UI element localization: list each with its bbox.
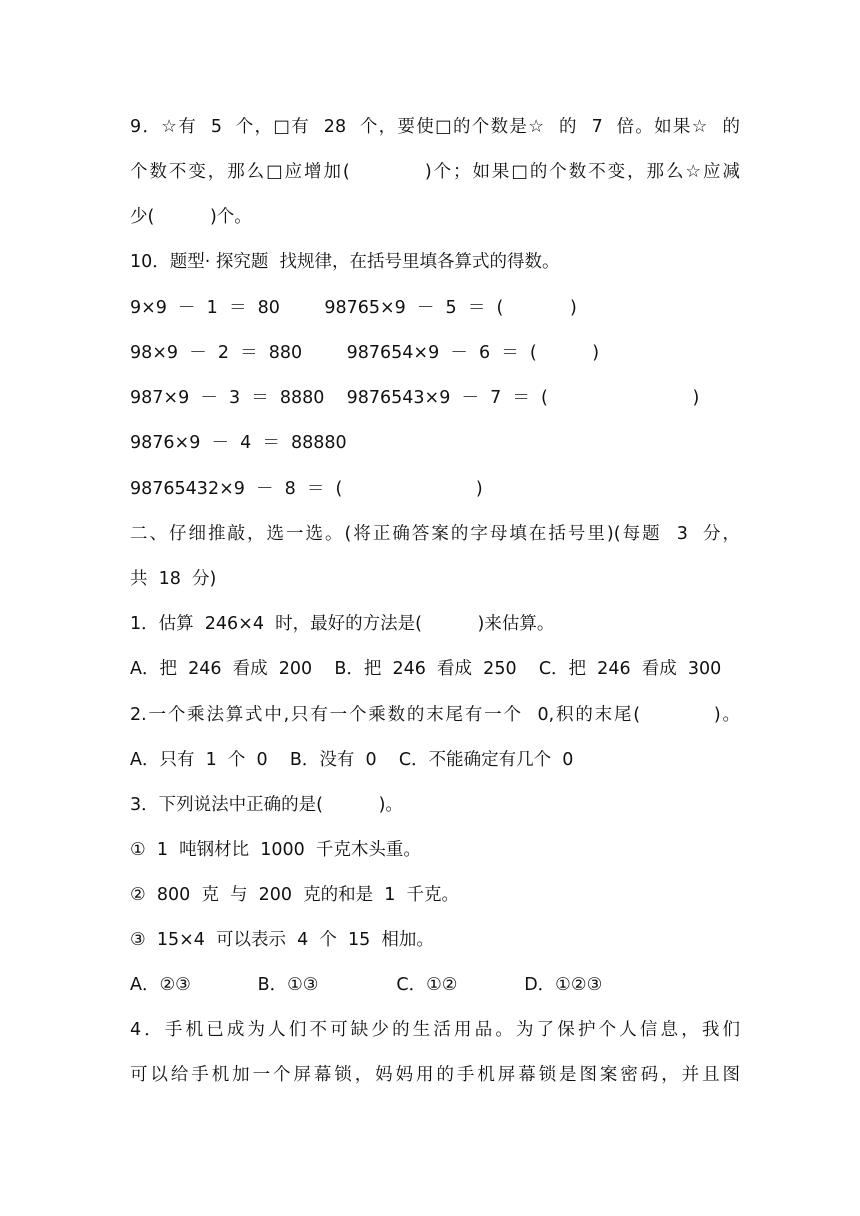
- question-4-line-1: 4．手机已成为人们不可缺少的生活用品。为了保护个人信息，我们: [130, 1020, 740, 1040]
- question-2-options: A．只有 1 个 0 B．没有 0 C．不能确定有几个 0: [130, 750, 574, 770]
- question-1: 1．估算 246×4 时，最好的方法是( )来估算。: [130, 614, 555, 634]
- question-1-options: A．把 246 看成 200 B．把 246 看成 250 C．把 246 看成 300: [130, 659, 722, 679]
- section-2-heading-line-2: 共 18 分): [130, 569, 217, 589]
- equation-line: 987×9 － 3 ＝ 8880 9876543×9 － 7 ＝ ( ): [130, 388, 700, 408]
- question-4-line-2: 可以给手机加一个屏幕锁，妈妈用的手机屏幕锁是图案密码，并且图: [130, 1065, 740, 1085]
- question-3-options: A．②③ B．①③ C．①② D．①②③: [130, 975, 603, 995]
- equation-line: 98×9 － 2 ＝ 880 987654×9 － 6 ＝ ( ): [130, 343, 600, 363]
- question-9-line-3: 少( )个。: [130, 207, 252, 227]
- equation-line: 98765432×9 － 8 ＝ ( ): [130, 479, 483, 499]
- question-9-line-1: 9．☆有 5 个，□有 28 个，要使□的个数是☆ 的 7 倍。如果☆ 的: [130, 117, 740, 137]
- question-10-title: 10．题型· 探究题 找规律，在括号里填各算式的得数。: [130, 252, 560, 272]
- question-3-statement-2: ② 800 克 与 200 克的和是 1 千克。: [130, 885, 460, 905]
- question-9-line-2: 个数不变，那么□应增加( )个；如果□的个数不变，那么☆应减: [130, 162, 740, 182]
- equation-line: 9876×9 － 4 ＝ 88880: [130, 433, 347, 453]
- question-2: 2.一个乘法算式中,只有一个乘数的末尾有一个 0,积的末尾( )。: [130, 705, 740, 725]
- section-2-heading-line-1: 二、仔细推敲，选一选。(将正确答案的字母填在括号里)(每题 3 分，: [130, 524, 740, 544]
- question-3: 3．下列说法中正确的是( )。: [130, 795, 403, 815]
- question-3-statement-3: ③ 15×4 可以表示 4 个 15 相加。: [130, 930, 434, 950]
- question-3-statement-1: ① 1 吨钢材比 1000 千克木头重。: [130, 840, 421, 860]
- equation-line: 9×9 － 1 ＝ 80 98765×9 － 5 ＝ ( ): [130, 298, 577, 318]
